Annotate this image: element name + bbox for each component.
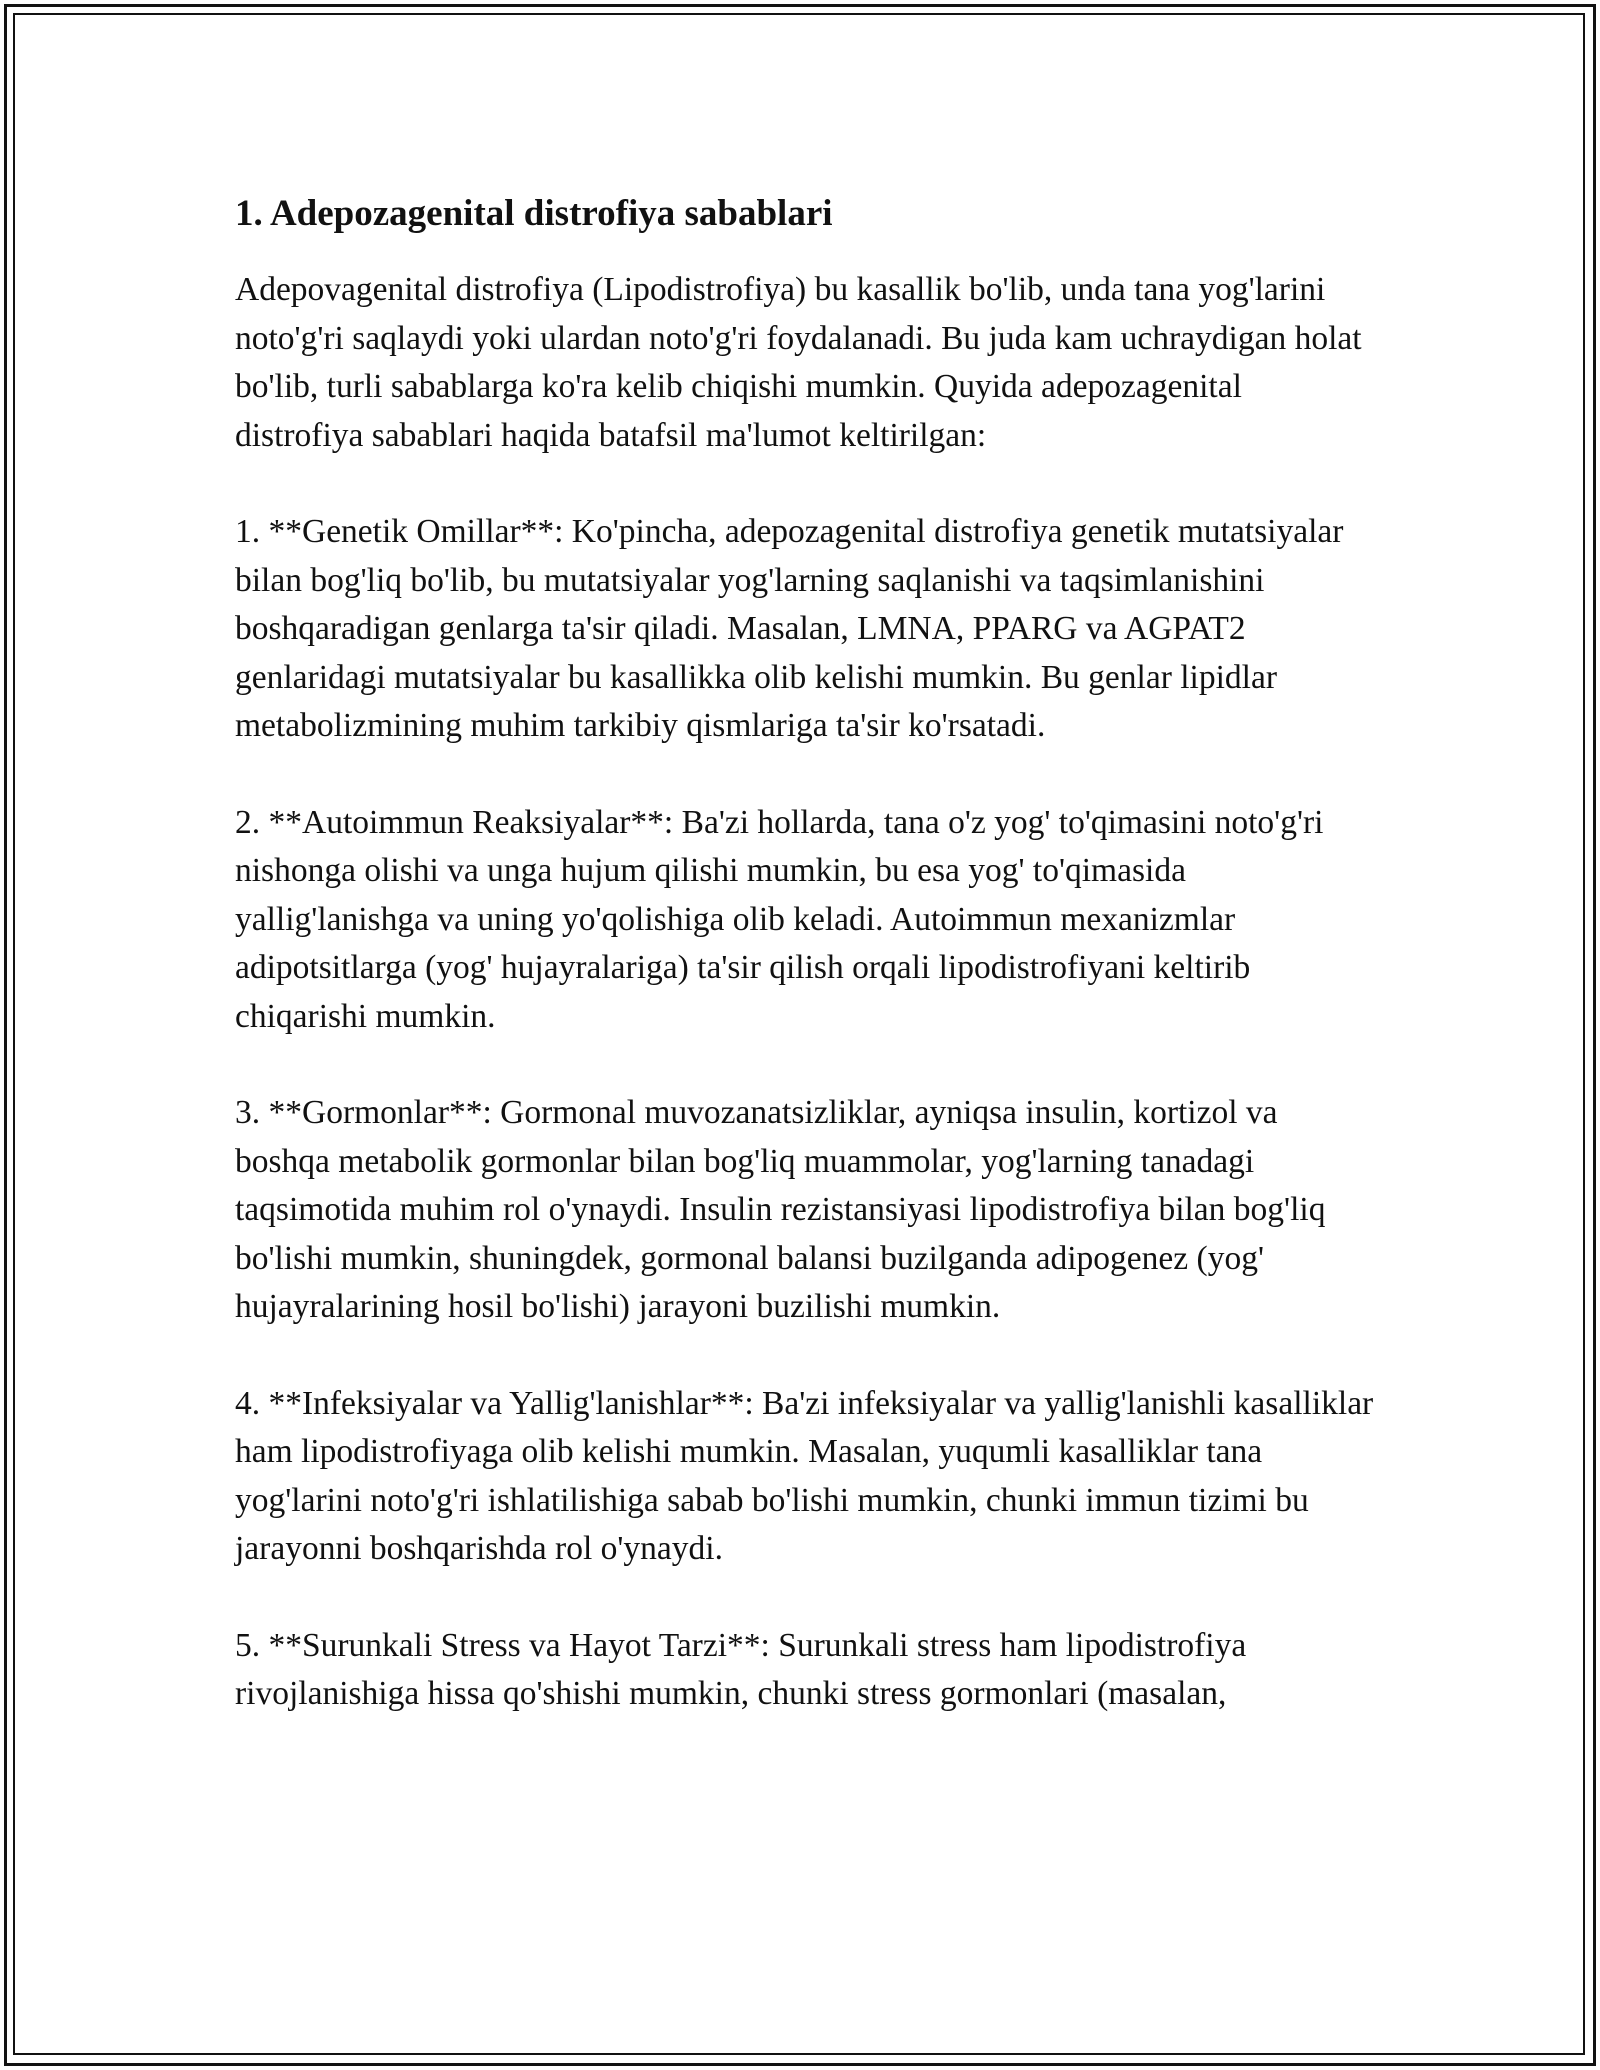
list-item-hormones: 3. **Gormonlar**: Gormonal muvozanatsizliklar, ayniqsa insulin, kortizol va boshqa metabolik gormonlar bilan bog'liq muammolar, yog'larning tanadagi taqsimotida muhim rol o'ynaydi. Insulin rezistansiyasi lipodistrofiya bilan bog'liq bo'lishi mumkin, shuningdek, gormonal balansi buzilganda adipogenez (yog' hujayralarining hosil bo'lishi) jarayoni buzilishi mumkin. <box>235 1094 1326 1325</box>
document-title: 1. Adepozagenital distrofiya sabablari <box>235 193 833 234</box>
list-item-chronic-stress: 5. **Surunkali Stress va Hayot Tarzi**: Surunkali stress ham lipodistrofiya rivojlanishiga hissa qo'shishi mumkin, chunki stress gormonlari (masalan, <box>235 1626 1247 1712</box>
list-item-infections: 4. **Infeksiyalar va Yallig'lanishlar**: Ba'zi infeksiyalar va yallig'lanishli kasalliklar ham lipodistrofiyaga olib kelishi mumkin. Masalan, yuqumli kasalliklar tana yog'larini noto'g'ri ishlatilishiga sabab bo'lishi mumkin, chunki immun tizimi bu jarayonni boshqarishda rol o'ynaydi. <box>235 1384 1374 1567</box>
list-item-autoimmune-reactions: 2. **Autoimmun Reaksiyalar**: Ba'zi hollarda, tana o'z yog' to'qimasini noto'g'ri nishonga olishi va unga hujum qilishi mumkin, bu esa yog' to'qimasida yallig'lanishga va uning yo'qolishiga olib keladi. Autoimmun mexanizmlar adipotsitlarga (yog' hujayralariga) ta'sir qilish orqali lipodistrofiyani keltirib chiqarishi mumkin. <box>235 803 1324 1035</box>
document-body <box>235 186 1375 1719</box>
intro-paragraph: Adepovagenital distrofiya (Lipodistrofiya) bu kasallik bo'lib, unda tana yog'larini noto'g'ri saqlaydi yoki ulardan noto'g'ri foydalanadi. Bu juda kam uchraydigan holat bo'lib, turli sabablarga ko'ra kelib chiqishi mumkin. Quyida adepozagenital distrofiya sabablari haqida batafsil ma'lumot keltirilgan: <box>235 271 1362 454</box>
list-item-genetic-factors: 1. **Genetik Omillar**: Ko'pincha, adepozagenital distrofiya genetik mutatsiyalar bilan bog'liq bo'lib, bu mutatsiyalar yog'larning saqlanishi va taqsimlanishini boshqaradigan genlarga ta'sir qiladi. Masalan, LMNA, PPARG va AGPAT2 genlaridagi mutatsiyalar bu kasallikka olib kelishi mumkin. Bu genlar lipidlar metabolizmining muhim tarkibiy qismlariga ta'sir ko'rsatadi. <box>235 513 1344 744</box>
